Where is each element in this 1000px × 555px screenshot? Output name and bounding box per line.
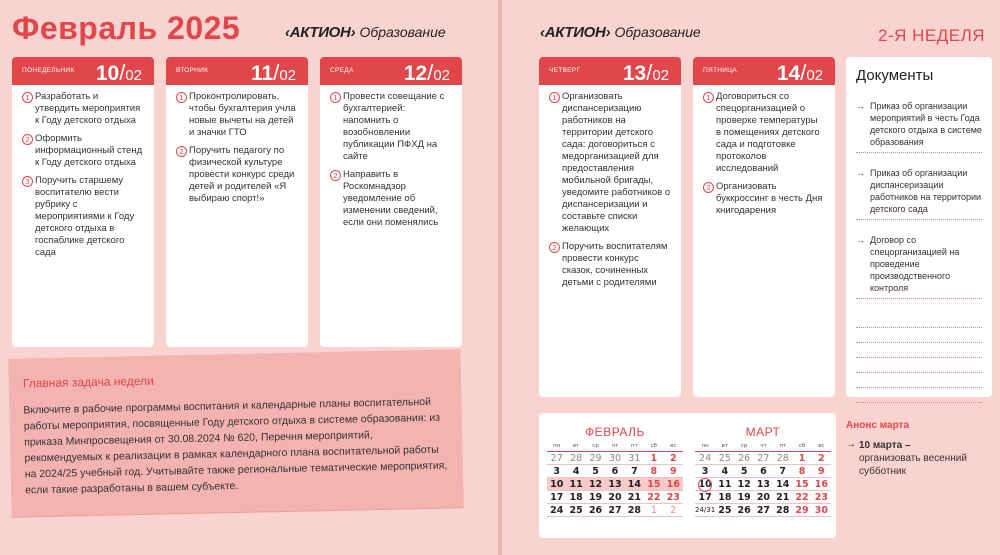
day-date: 13/02 [622, 60, 669, 85]
calendar-day: 30 [605, 452, 624, 465]
weekday-header: пн [695, 443, 715, 452]
announcement-text: организовать весенний субботник [859, 453, 967, 477]
calendar-day: 18 [715, 491, 734, 504]
calendar-day: 16 [664, 478, 683, 491]
weekday-header: ср [734, 443, 753, 452]
announcement [846, 420, 992, 478]
document-item: → Договор со спецорганизацией на проведение производственного контроля [856, 234, 982, 299]
calendar-day: 21 [625, 491, 644, 504]
task-item: 2 Поручить воспитателям провести конкурс сказок, сочиненных детьми с родителями [549, 241, 671, 289]
calendar-day: 19 [734, 491, 753, 504]
calendar-day: 6 [754, 465, 773, 478]
task-item: 2 Поручить педагогу по физической культуре провести конкурс среди детей и родителей «Я выбираю спорт!» [176, 145, 298, 205]
arrow-right-icon: → [846, 439, 856, 450]
calendar-day: 1 [792, 452, 811, 465]
calendar-day: 12 [734, 478, 753, 491]
calendar-title: МАРТ [745, 425, 781, 439]
calendar-day: 18 [566, 491, 585, 504]
calendar-day: 26 [734, 452, 753, 465]
task-item: 3 Поручить старшему воспитателю вести рубрику с мероприятиями к Году детского отдыха в госпаблике детского сада [22, 175, 144, 259]
brand-logo-text: ‹АКТИОН› [285, 24, 356, 41]
calendar-day: 17 [695, 491, 715, 504]
calendar-february [547, 425, 683, 517]
day-date: 11/02 [250, 60, 296, 85]
task-item: 1 Организовать диспансеризацию работников на территории детского сада: договориться с медорганизацией для предоставления мобильной бригады, уведомите работников о диспансеризации и составьте списки желающих [549, 91, 671, 235]
day-card-friday [693, 57, 835, 397]
day-date: 14/02 [776, 60, 823, 85]
calendar-day: 9 [664, 465, 683, 478]
announcement-date: 10 марта – [859, 440, 911, 451]
day-name: СРЕДА [330, 67, 354, 74]
weekday-header: ср [586, 443, 605, 452]
calendar-day: 20 [605, 491, 624, 504]
calendar-day: 22 [644, 491, 663, 504]
calendar-day: 8 [792, 465, 811, 478]
calendar-day: 4 [566, 465, 585, 478]
task-item: 1 Разработать и утвердить мероприятия к Году детского отдыха [22, 91, 144, 127]
weekday-header: чт [754, 443, 773, 452]
calendar-day: 1 [644, 504, 663, 517]
day-name: ПОНЕДЕЛЬНИК [22, 67, 75, 74]
calendar-day: 30 [812, 504, 831, 517]
calendar-day: 28 [625, 504, 644, 517]
calendar-day: 4 [715, 465, 734, 478]
calendar-day: 2 [812, 452, 831, 465]
main-task-title: Главная задача недели [22, 373, 154, 391]
calendar-march [695, 425, 831, 517]
month-title: Февраль 2025 [12, 10, 241, 46]
note-line [856, 388, 982, 403]
calendar-day: 27 [754, 452, 773, 465]
documents-title: Документы [856, 67, 934, 84]
day-header [539, 57, 681, 85]
calendar-day: 27 [547, 452, 566, 465]
calendar-day: 13 [605, 478, 624, 491]
task-item: 1 Провести совещание с бухгалтерией: напомнить о возобновлении публикации ПФХД на сайте [330, 91, 452, 163]
task-item: 2 Оформить информационный стенд к Году детского отдыха [22, 133, 144, 169]
day-header [693, 57, 835, 85]
task-item: 1 Договориться со спецорганизацией о проверке температуры в помещениях детского сада и подготовке протоколов исследований [703, 91, 825, 175]
week-label: 2-Я НЕДЕЛЯ [878, 26, 986, 45]
calendar-day: 24/31 [695, 504, 715, 517]
calendar-day: 25 [566, 504, 585, 517]
day-date: 10/02 [95, 60, 142, 85]
calendar-day: 6 [605, 465, 624, 478]
calendar-day: 19 [586, 491, 605, 504]
brand-sub-text: Образование [359, 24, 446, 40]
calendar-day: 5 [734, 465, 753, 478]
calendar-day: 7 [625, 465, 644, 478]
calendar-day: 24 [547, 504, 566, 517]
main-task-text: Включите в рабочие программы воспитания и календарные планы воспитательной работы мероприятия, посвященные Году детского отдыха в системе образования: из приказа Минпросвещения от 30.08.2024 № 620, Перечня мероприятий, рекомендуемых к реализации в рамках календарного плана воспитательной работы на 2024/25 учебный год. Учитывайте также региональные тематические мероприятия, если такие разработаны в вашем субъекте. [23, 395, 448, 497]
day-card-thursday [539, 57, 681, 397]
calendar-day: 29 [586, 452, 605, 465]
calendar-day: 25 [715, 504, 734, 517]
calendar-day: 20 [754, 491, 773, 504]
calendar-day: 12 [586, 478, 605, 491]
arrow-right-icon: → [856, 168, 865, 178]
main-task-panel [8, 349, 463, 516]
note-line [856, 328, 982, 343]
calendar-day: 15 [792, 478, 811, 491]
note-line [856, 313, 982, 328]
calendar-day: 11 [566, 478, 585, 491]
documents-panel [846, 57, 992, 397]
day-name: ЧЕТВЕРГ [549, 67, 581, 74]
calendar-day: 26 [734, 504, 753, 517]
calendar-day: 11 [715, 478, 734, 491]
mini-calendars [539, 413, 836, 538]
calendar-day: 26 [586, 504, 605, 517]
brand-logo-right [540, 24, 701, 41]
weekday-header: сб [792, 443, 811, 452]
day-card-monday [12, 57, 154, 347]
weekday-header: пн [547, 443, 566, 452]
day-name: ПЯТНИЦА [703, 67, 737, 74]
calendar-day: 14 [625, 478, 644, 491]
weekday-header: пт [625, 443, 644, 452]
calendar-grid [695, 443, 831, 517]
calendar-day: 28 [566, 452, 585, 465]
page-spine [498, 0, 502, 555]
calendar-day: 16 [812, 478, 831, 491]
calendar-day: 21 [773, 491, 792, 504]
note-line [856, 358, 982, 373]
day-header [166, 57, 308, 85]
weekday-header: вс [664, 443, 683, 452]
brand-logo-text: ‹АКТИОН› [540, 24, 611, 41]
note-line [856, 343, 982, 358]
calendar-day: 22 [792, 491, 811, 504]
announcement-title: Анонс марта [846, 420, 910, 431]
calendar-day: 27 [605, 504, 624, 517]
calendar-grid [547, 443, 683, 517]
calendar-day: 27 [754, 504, 773, 517]
calendar-day: 7 [773, 465, 792, 478]
day-card-wednesday [320, 57, 462, 347]
calendar-day: 23 [812, 491, 831, 504]
calendar-day: 31 [625, 452, 644, 465]
calendar-day: 28 [773, 504, 792, 517]
day-header [12, 57, 154, 85]
day-header [320, 57, 462, 85]
calendar-day: 2 [664, 452, 683, 465]
calendar-day: 15 [644, 478, 663, 491]
document-item: → Приказ об организации мероприятий в честь Года детского отдыха в системе образования [856, 100, 982, 153]
calendar-day: 24 [695, 452, 715, 465]
calendar-day: 13 [754, 478, 773, 491]
day-date: 12/02 [403, 60, 450, 85]
calendar-day: 14 [773, 478, 792, 491]
weekday-header: вт [715, 443, 734, 452]
arrow-right-icon: → [856, 235, 865, 245]
task-item: 1 Проконтролировать, чтобы бухгалтерия учла новые вычеты на детей и значки ГТО [176, 91, 298, 139]
calendar-day: 3 [695, 465, 715, 478]
day-card-tuesday [166, 57, 308, 347]
calendar-day: 28 [773, 452, 792, 465]
calendar-title: ФЕВРАЛЬ [585, 425, 645, 439]
note-line [856, 373, 982, 388]
document-item: → Приказ об организации диспансеризации работников на территории детского сада [856, 167, 982, 220]
calendar-day: 25 [715, 452, 734, 465]
calendar-day: 9 [812, 465, 831, 478]
weekday-header: вт [566, 443, 585, 452]
calendar-day: 10 [547, 478, 566, 491]
brand-logo-left [285, 24, 446, 41]
brand-sub-text: Образование [614, 24, 701, 40]
calendar-day: 5 [586, 465, 605, 478]
arrow-right-icon: → [856, 101, 865, 111]
calendar-day: 3 [547, 465, 566, 478]
weekday-header: вс [812, 443, 831, 452]
task-item: 2 Направить в Роскомнадзор уведомление об изменении сведений, если они поменялись [330, 169, 452, 229]
calendar-day: 2 [664, 504, 683, 517]
calendar-day: 23 [664, 491, 683, 504]
weekday-header: чт [605, 443, 624, 452]
calendar-day: 8 [644, 465, 663, 478]
calendar-day: 29 [792, 504, 811, 517]
calendar-day: 17 [547, 491, 566, 504]
calendar-day: 10 [695, 478, 715, 491]
weekday-header: сб [644, 443, 663, 452]
weekday-header: пт [773, 443, 792, 452]
day-name: ВТОРНИК [176, 67, 209, 74]
calendar-day: 1 [644, 452, 663, 465]
task-item: 2 Организовать буккроссинг в честь Дня книгодарения [703, 181, 825, 217]
